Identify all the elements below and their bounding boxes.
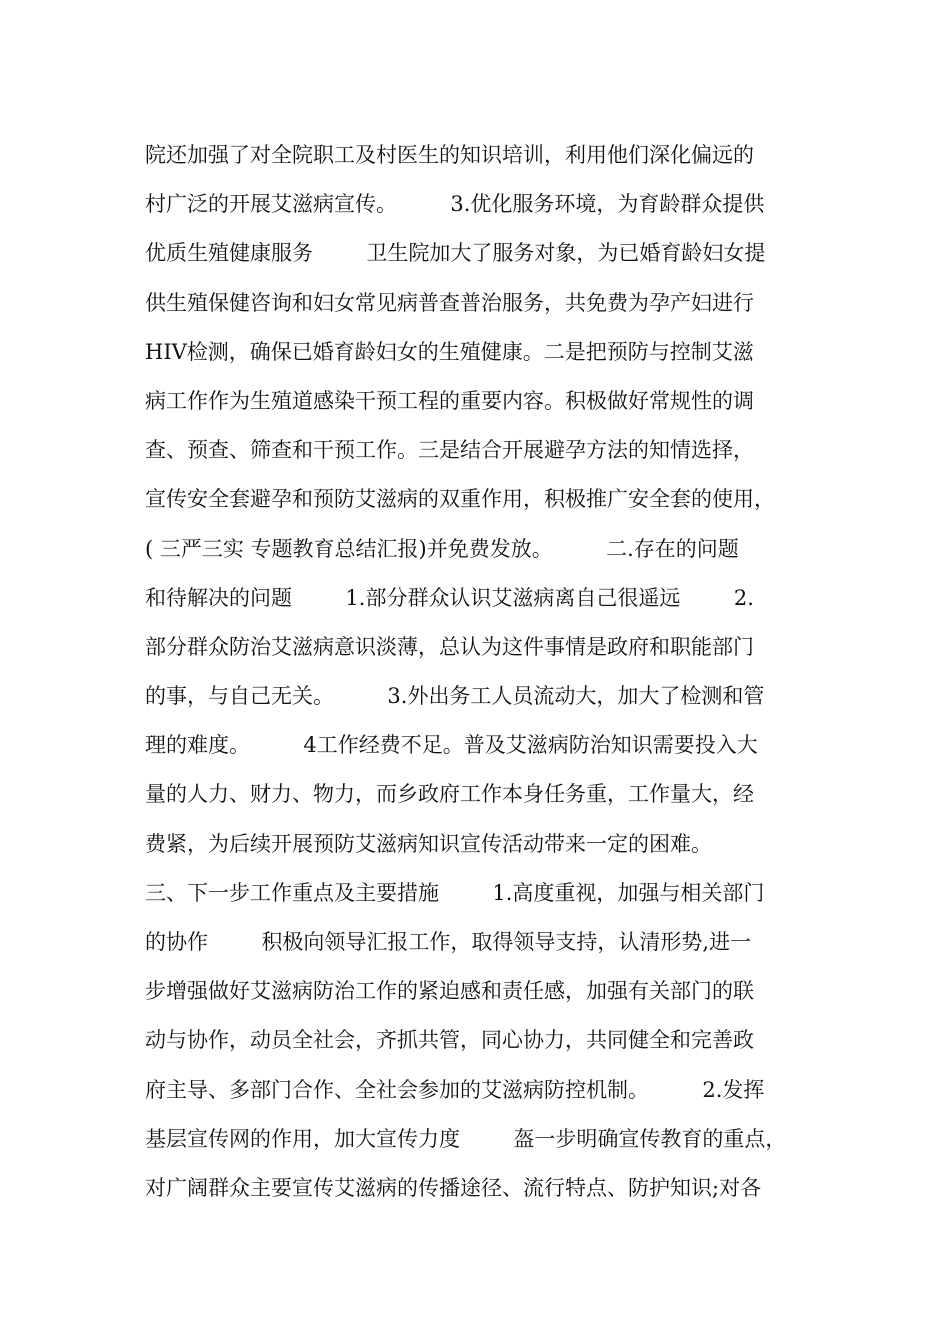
text-line: 的事，与自己无关。 3.外出务工人员流动大，加大了检测和管 (145, 684, 765, 709)
text-line: 院还加强了对全院职工及村医生的知识培训，利用他们深化偏远的 (145, 143, 754, 167)
text-line: 供生殖保健咨询和妇女常见病普查普治服务，共免费为孕产妇进行 (145, 290, 754, 315)
text-line: 村广泛的开展艾滋病宣传。 3.优化服务环境，为育龄群众提供 (145, 192, 765, 217)
text-line: 理的难度。 4工作经费不足。普及艾滋病防治知识需要投入大 (145, 733, 758, 758)
text-line: 府主导、多部门合作、全社会参加的艾滋病防控机制。 2.发挥 (145, 1077, 765, 1102)
text-line: HIV检测，确保已婚育龄妇女的生殖健康。二是把预防与控制艾滋 (145, 339, 754, 364)
text-line: 三、下一步工作重点及主要措施 1.高度重视，加强与相关部门 (145, 880, 765, 905)
text-line: 优质生殖健康服务 卫生院加大了服务对象，为已婚育龄妇女提 (145, 241, 766, 266)
text-line: 查、预查、筛查和干预工作。三是结合开展避孕方法的知情选择， (145, 438, 754, 463)
text-line: 宣传安全套避孕和预防艾滋病的双重作用，积极推广安全套的使用， (145, 487, 775, 512)
text-line: 量的人力、财力、物力，而乡政府工作本身任务重，工作量大，经 (145, 782, 754, 807)
text-line: 部分群众防治艾滋病意识淡薄，总认为这件事情是政府和职能部门 (145, 634, 754, 659)
text-line: 病工作作为生殖道感染干预工程的重要内容。积极做好常规性的调 (145, 388, 754, 413)
text-line: 的协作 积极向领导汇报工作，取得领导支持，认清形势,进一 (145, 930, 752, 954)
text-line: ( 三严三实 专题教育总结汇报)并免费发放。 二.存在的问题 (145, 536, 739, 561)
text-line: 费紧，为后续开展预防艾滋病知识宣传活动带来一定的困难。 (145, 831, 712, 856)
text-line: 动与协作，动员全社会，齐抓共管，同心协力，共同健全和完善政 (145, 1028, 754, 1053)
text-line: 对广阔群众主要宣传艾滋病的传播途径、流行特点、防护知识;对各 (145, 1175, 762, 1200)
text-line: 步增强做好艾滋病防治工作的紧迫感和责任感，加强有关部门的联 (145, 979, 754, 1004)
text-line: 基层宣传网的作用，加大宣传力度 盔一步明确宣传教育的重点， (145, 1126, 787, 1151)
body-text (145, 131, 815, 1213)
text-line: 和待解决的问题 1.部分群众认识艾滋病离自己很遥远 2. (145, 585, 754, 610)
